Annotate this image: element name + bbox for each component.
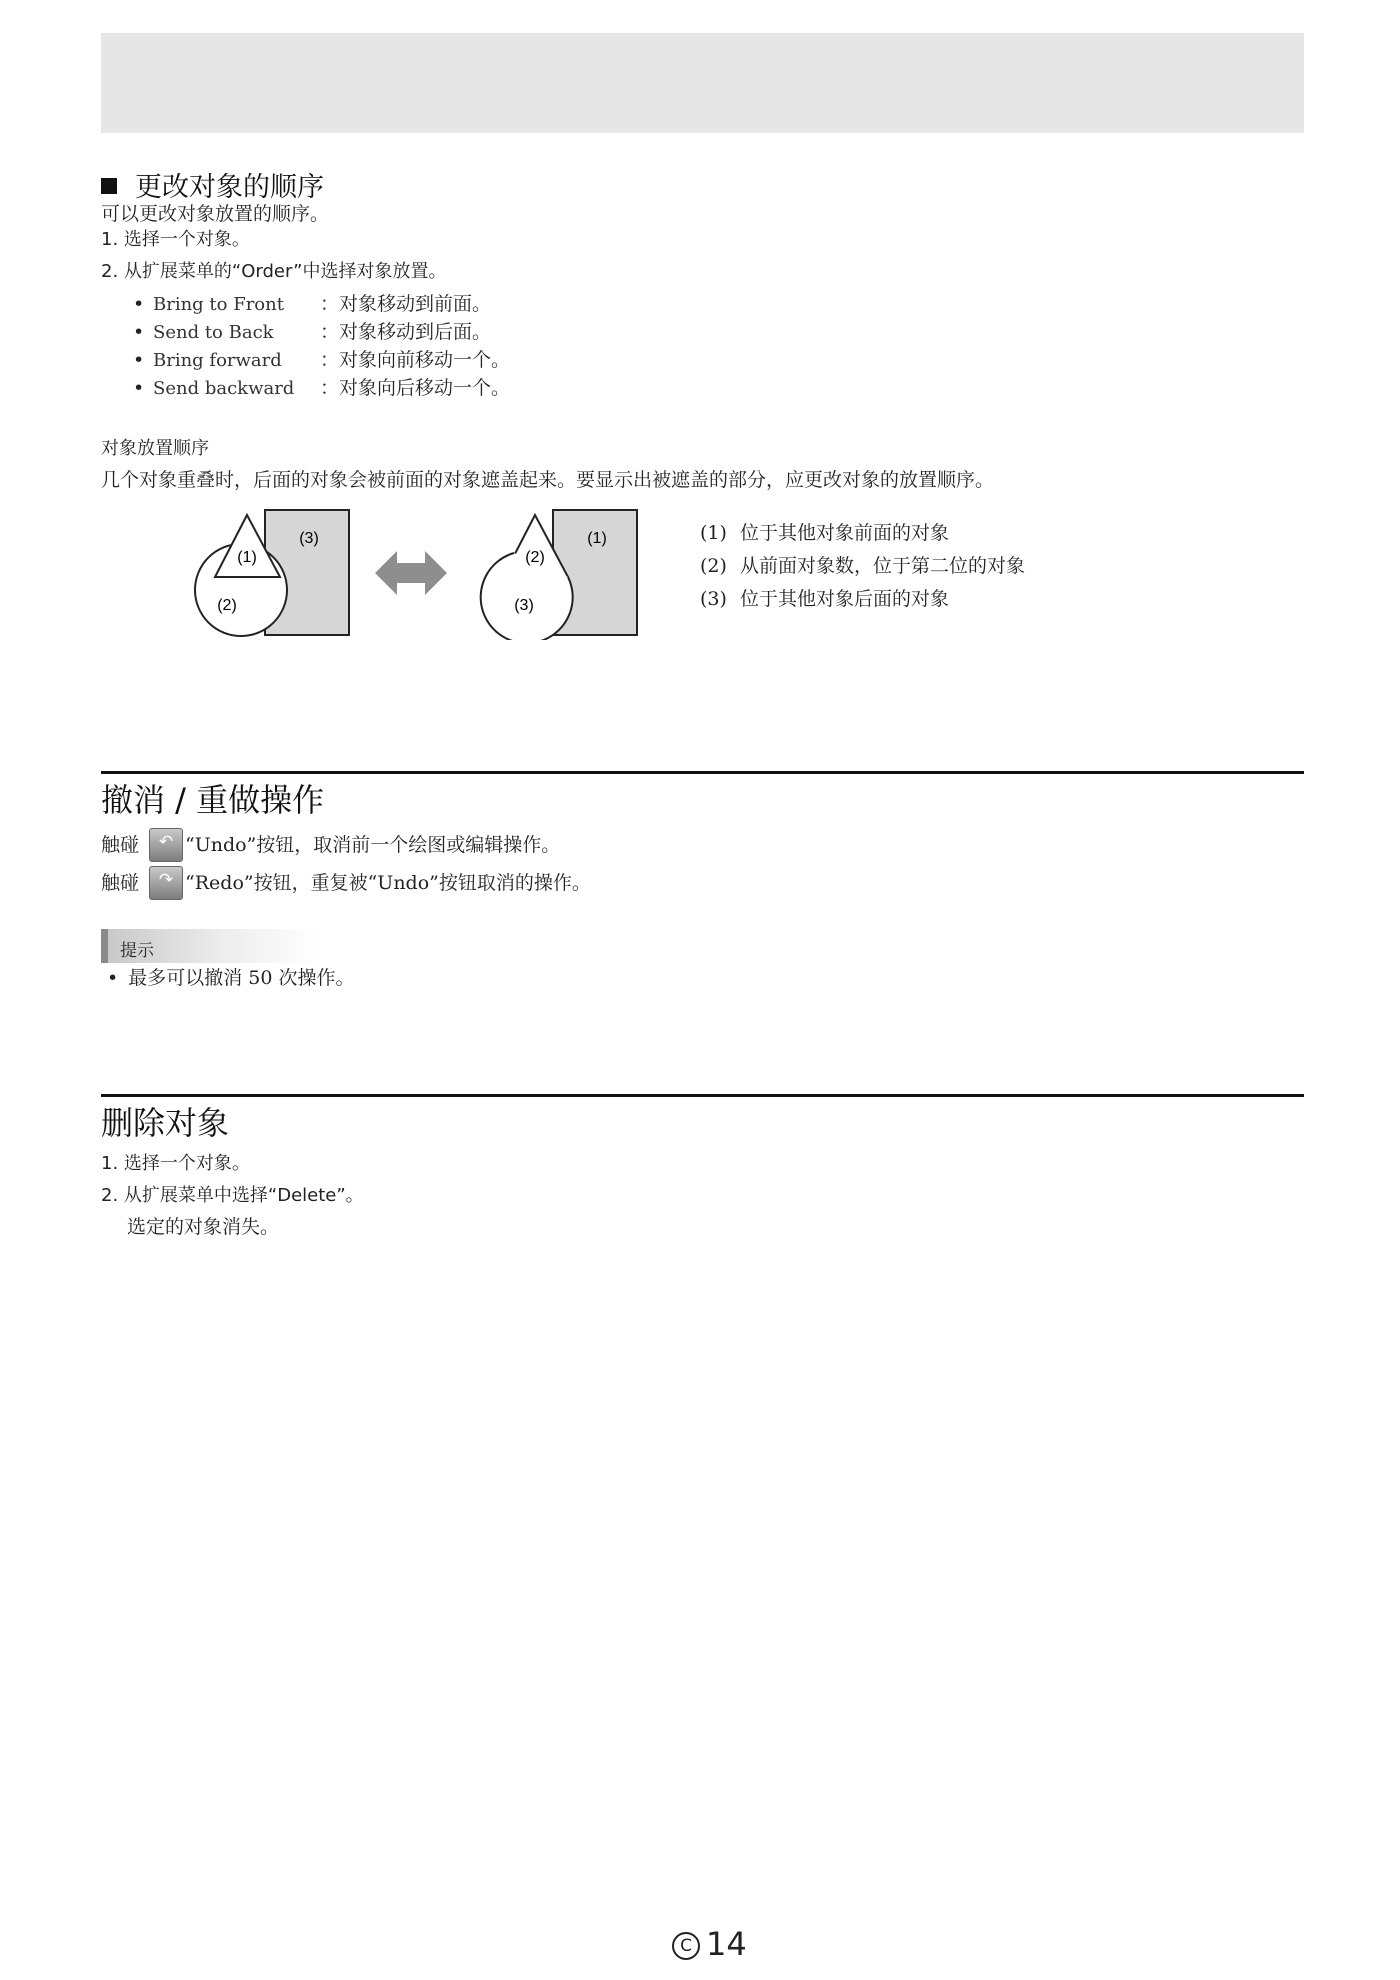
delete-step-2: 2. 从扩展菜单中选择“Delete”。 [101, 1185, 364, 1206]
legend-num: (3) [700, 588, 727, 610]
page-number [672, 1925, 747, 1963]
order-options-list [133, 295, 693, 407]
left-triangle-label: (1) [237, 549, 257, 566]
legend-num: (1) [700, 522, 727, 544]
delete-step-1: 1. 选择一个对象。 [101, 1153, 250, 1174]
option-desc: ：对象向后移动一个。 [320, 377, 511, 399]
option-desc: ：对象向前移动一个。 [320, 349, 511, 371]
square-bullet-icon [101, 178, 117, 194]
copyright-icon: C [672, 1932, 700, 1960]
section-divider [101, 1094, 1304, 1097]
order-diagram [185, 505, 655, 640]
left-rect-label: (3) [299, 530, 319, 547]
order-step-1: 1. 选择一个对象。 [101, 229, 250, 250]
redo-text: “Redo”按钮，重复被“Undo”按钮取消的操作。 [185, 871, 591, 894]
legend-item [700, 551, 1025, 584]
right-rect-label: (1) [587, 530, 607, 547]
tip-text: 最多可以撤消 50 次操作。 [128, 967, 355, 989]
redo-prefix: 触碰 [101, 871, 140, 894]
section-divider [101, 771, 1304, 774]
undo-text: “Undo”按钮，取消前一个绘图或编辑操作。 [185, 833, 561, 856]
legend-text: 位于其他对象前面的对象 [740, 522, 950, 544]
order-intro: 可以更改对象放置的顺序。 [101, 203, 330, 225]
section-order-title [101, 165, 324, 204]
undo-icon[interactable]: ↶ [149, 828, 183, 862]
list-item: • Bring to Front ：对象移动到前面。 [133, 293, 492, 315]
page-number-text: 14 [706, 1925, 747, 1963]
legend-text: 从前面对象数，位于第二位的对象 [740, 555, 1026, 577]
undo-prefix: 触碰 [101, 833, 140, 856]
delete-title: 删除对象 [101, 1104, 230, 1142]
option-desc: ：对象移动到后面。 [320, 321, 492, 343]
legend-text: 位于其他对象后面的对象 [740, 588, 950, 610]
option-term: Send backward [153, 378, 295, 399]
redo-line [101, 865, 591, 901]
undo-line [101, 827, 560, 863]
right-triangle-label: (2) [525, 549, 545, 566]
delete-result: 选定的对象消失。 [127, 1216, 280, 1238]
double-arrow-icon [375, 551, 447, 595]
legend-item [700, 584, 1025, 617]
list-item: • Send backward ：对象向后移动一个。 [133, 377, 511, 399]
order-subtitle: 对象放置顺序 [101, 438, 209, 459]
undo-redo-title: 撤消 / 重做操作 [101, 781, 325, 819]
redo-icon[interactable]: ↷ [149, 866, 183, 900]
order-description: 几个对象重叠时，后面的对象会被前面的对象遮盖起来。要显示出被遮盖的部分，应更改对象的放置顺序。 [101, 469, 995, 491]
tip-item: • 最多可以撤消 50 次操作。 [107, 967, 355, 989]
option-term: Bring to Front [153, 294, 284, 315]
option-term: Bring forward [153, 350, 282, 371]
diagram-legend [700, 518, 1025, 617]
option-term: Send to Back [153, 322, 274, 343]
left-circle-label: (2) [217, 597, 237, 614]
section-order-title-text: 更改对象的顺序 [135, 172, 324, 203]
header-band [101, 33, 1304, 133]
right-circle-label: (3) [514, 597, 534, 614]
tip-label: 提示 [120, 941, 154, 961]
option-desc: ：对象移动到前面。 [320, 293, 492, 315]
legend-item [700, 518, 1025, 551]
legend-num: (2) [700, 555, 727, 577]
list-item: • Bring forward ：对象向前移动一个。 [133, 349, 511, 371]
order-step-2: 2. 从扩展菜单的“Order”中选择对象放置。 [101, 261, 447, 282]
list-item: • Send to Back ：对象移动到后面。 [133, 321, 492, 343]
